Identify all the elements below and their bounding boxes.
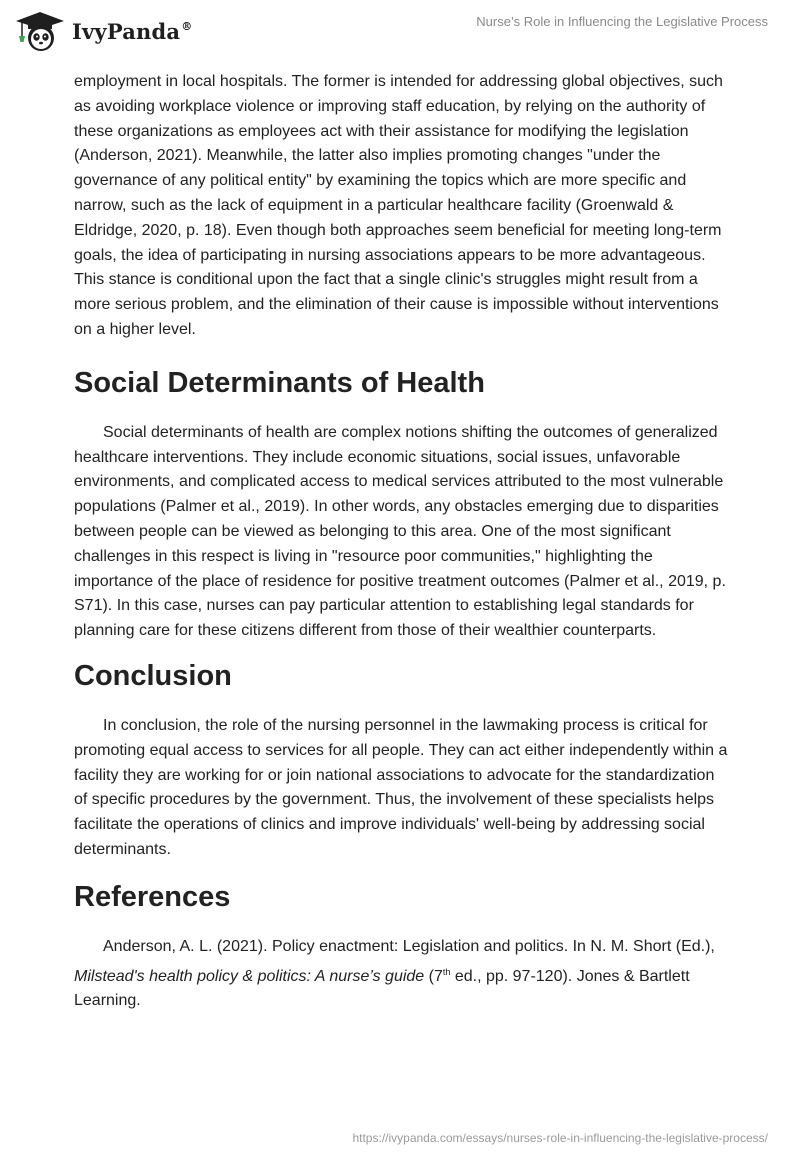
- logo[interactable]: [14, 10, 192, 52]
- heading-references: References: [74, 880, 231, 913]
- brand-name: IvyPanda®: [72, 18, 193, 44]
- page-header: [0, 0, 800, 70]
- reference-book-title: Milstead's health policy & politics: A nurse’s guide: [74, 967, 425, 985]
- reference-entry: Anderson, A. L. (2021). Policy enactment: Legislation and politics. In N. M. Short (Ed.), Milstead's health policy & politics: A nurse’s guide (7th ed., pp. 97-120). Jones & Bartlett Learning.: [74, 937, 715, 1010]
- social-determinants-paragraph: Social determinants of health are complex notions shifting the outcomes of generalized healthcare interventions. They include economic situations, social issues, unfavorable environments, and complicated access to medical services attributed to the most vulnerable populations (Palmer et al., 2019). In other words, any obstacles emerging due to disparities between people can be viewed as belonging to this area. One of the most significant challenges in this respect is living in "resource poor communities," highlighting the importance of the place of residence for positive treatment outcomes (Palmer et al., 2019, p. S71). In this case, nurses can pay particular attention to establishing legal standards for planning care for these citizens different from those of their wealthier counterparts.: [74, 423, 726, 640]
- essay-body: [74, 70, 728, 1014]
- document-title: Nurse’s Role in Influencing the Legislative Process: [476, 14, 768, 29]
- footer-url[interactable]: https://ivypanda.com/essays/nurses-role-in-influencing-the-legislative-process/: [352, 1131, 768, 1145]
- heading-social-determinants: Social Determinants of Health: [74, 366, 485, 399]
- intro-paragraph: employment in local hospitals. The former is intended for addressing global objectives, such as avoiding workplace violence or improving staff education, by relying on the authority of these organizations as employees act with their assistance for modifying the legislation (Anderson, 2021). Meanwhile, the latter also implies promoting changes "under the governance of any political entity" by examining the topics which are more specific and narrow, such as the lack of equipment in a particular healthcare facility (Groenwald & Eldridge, 2020, p. 18). Even though both approaches seem beneficial for meeting long-term goals, the idea of participating in nursing associations appears to be more advantageous. This stance is conditional upon the fact that a single clinic's struggles might result from a more serious problem, and the elimination of their cause is impossible without interventions on a higher level.: [74, 73, 723, 338]
- heading-conclusion: Conclusion: [74, 659, 232, 692]
- panda-logo-icon: [14, 10, 66, 52]
- conclusion-paragraph: In conclusion, the role of the nursing personnel in the lawmaking process is critical for promoting equal access to services for all people. They can act either independently within a facility they are working for or join national associations to advocate for the standardization of specific procedures by the government. Thus, the involvement of these specialists helps facilitate the operations of clinics and improve individuals' well-being by addressing social determinants.: [74, 716, 728, 858]
